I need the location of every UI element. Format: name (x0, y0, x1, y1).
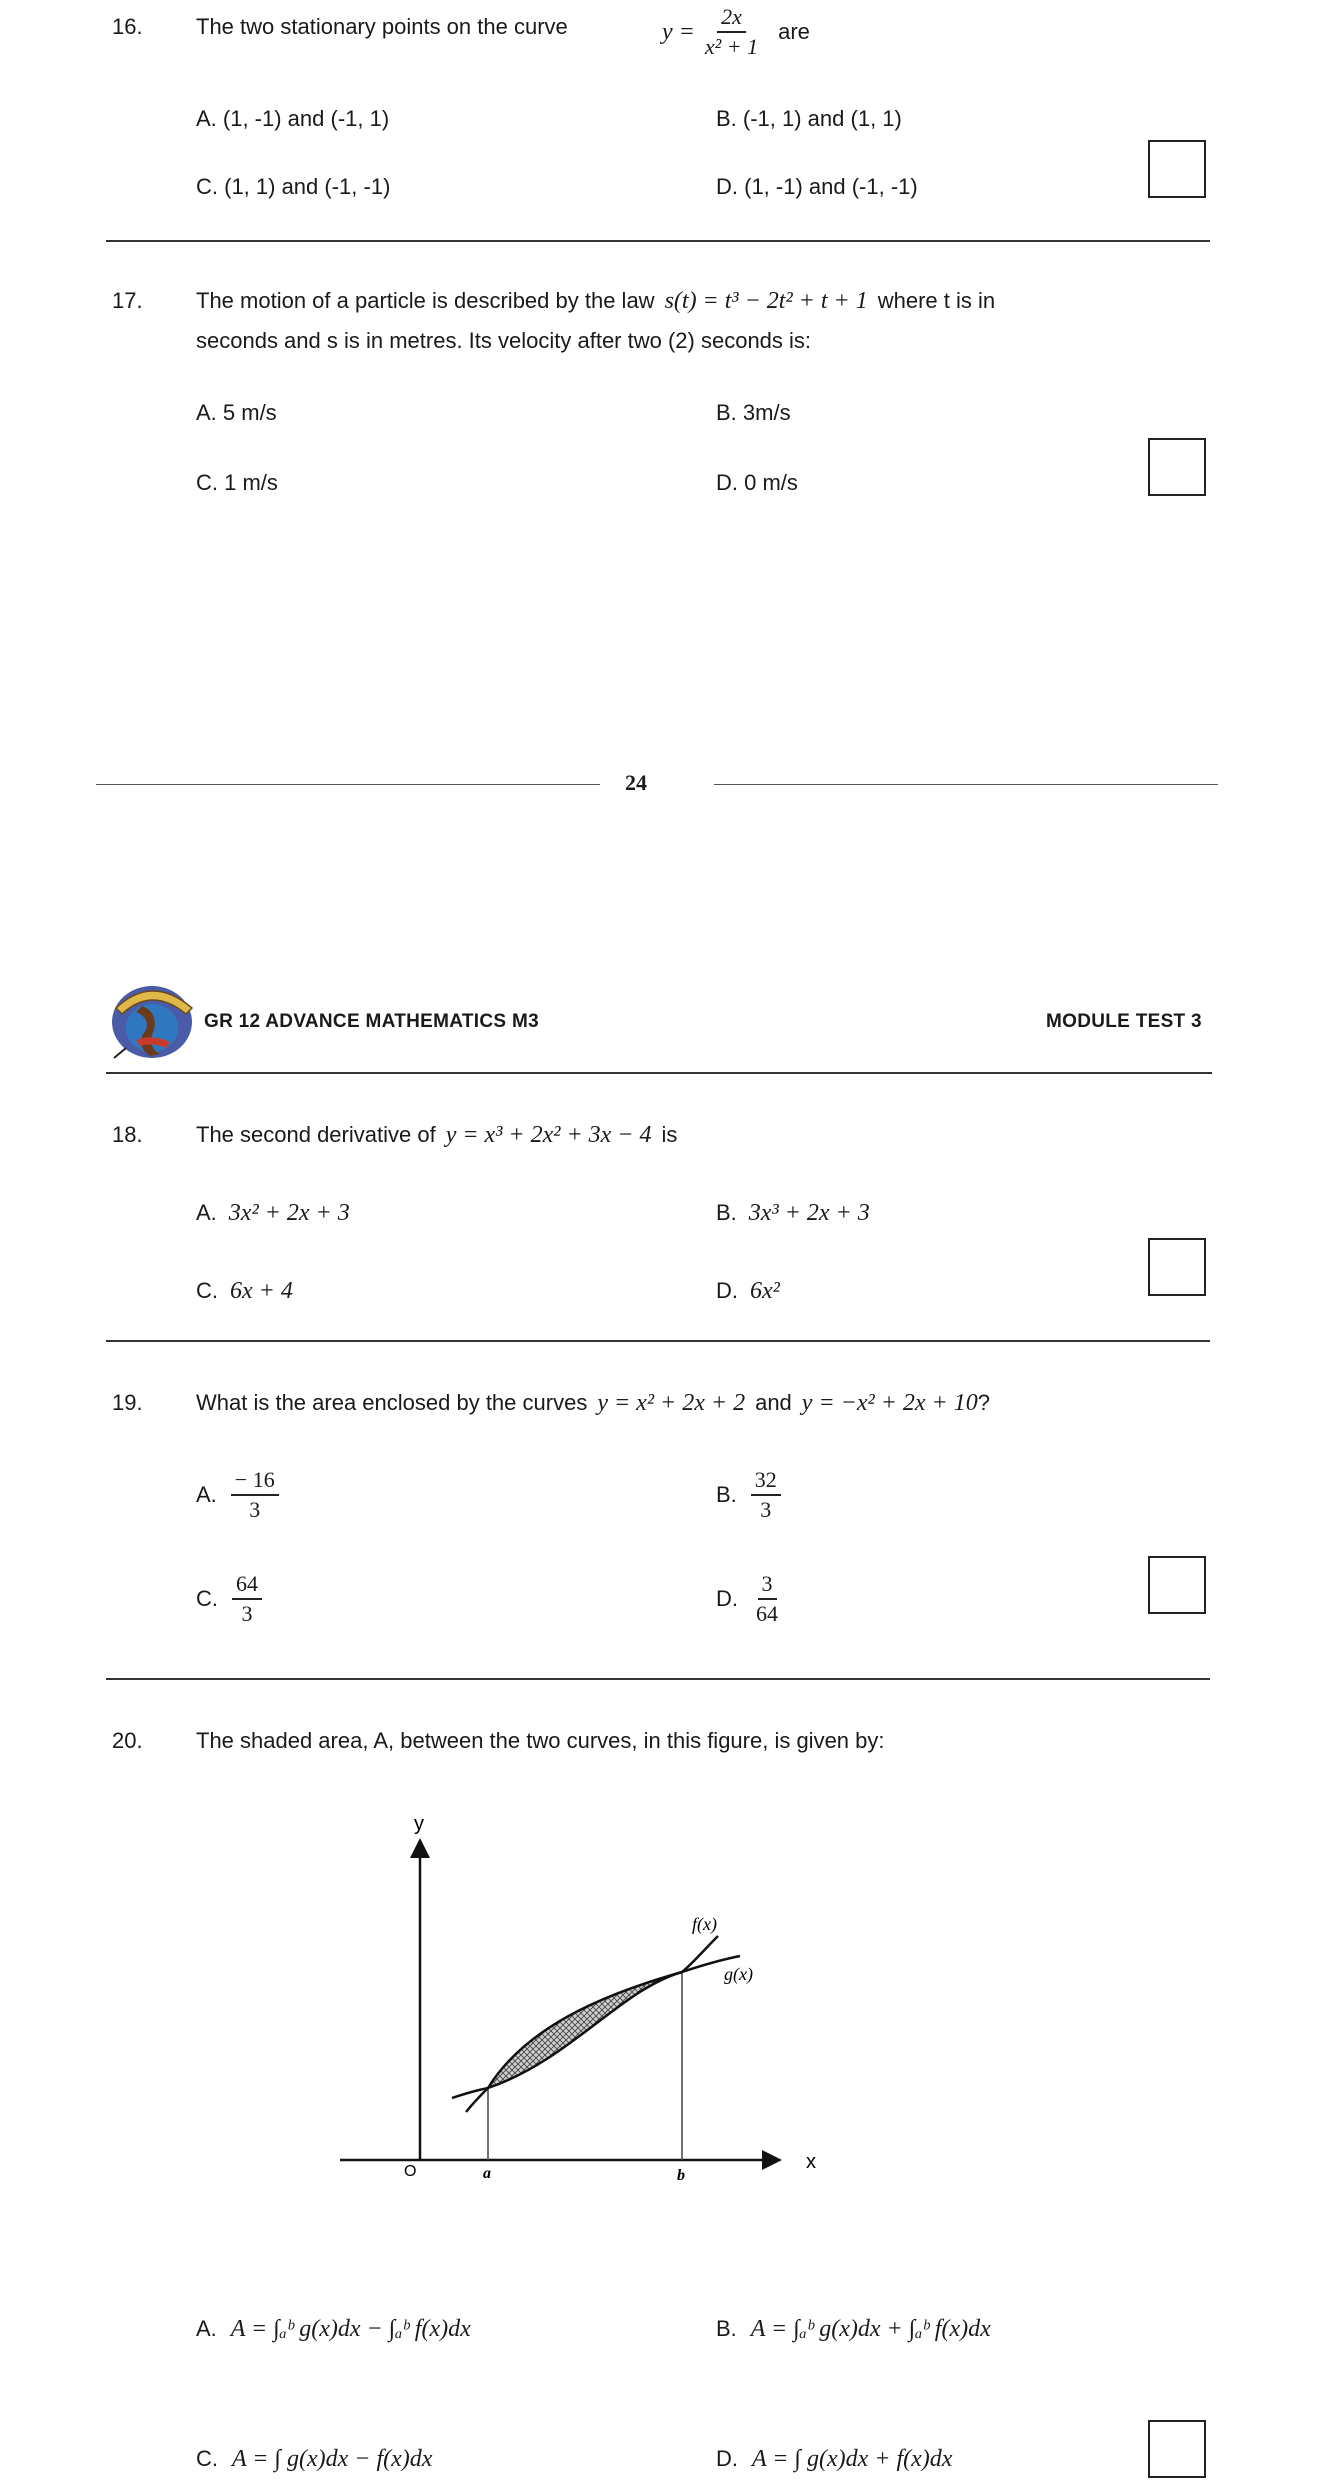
q19-option-d-frac (752, 1570, 782, 1628)
q16-option-b[interactable]: B. (-1, 1) and (1, 1) (716, 106, 902, 131)
q20-answer-box[interactable] (1148, 2420, 1206, 2478)
q19-stem (196, 1388, 990, 1418)
q18-stem-post: is (661, 1122, 678, 1147)
q18-option-d[interactable] (716, 1276, 780, 1306)
q17-line1 (196, 286, 995, 316)
q20-figure (320, 1800, 840, 2220)
q19-option-c[interactable] (196, 1570, 262, 1628)
q19-option-a-frac (231, 1466, 279, 1524)
q16-frac-num: 2x (717, 3, 746, 33)
q18-option-c-expr: 6x + 4 (230, 1278, 293, 1304)
q17-line1-pre: The motion of a particle is described by the law (196, 288, 655, 313)
q20-option-c-expr: A = ∫ g(x)dx − f(x)dx (232, 2446, 433, 2472)
q17-line1-post: where t is in (877, 288, 996, 313)
q19-option-c-frac (232, 1570, 262, 1628)
q19-eq2: y = −x² + 2x + 10 (801, 1390, 978, 1416)
q16-frac-den: x² + 1 (704, 34, 759, 59)
q18-option-d-expr: 6x² (750, 1278, 780, 1304)
footer-rule-left (96, 784, 600, 785)
q16-stem (196, 12, 568, 42)
q18-option-d-letter: D. (716, 1278, 738, 1303)
b-label: b (677, 2167, 685, 2184)
q18-option-b-letter: B. (716, 1200, 737, 1225)
q19-question-mark: ? (977, 1390, 990, 1415)
q17-option-d[interactable]: D. 0 m/s (716, 470, 798, 495)
y-axis-label: y (414, 1813, 424, 1835)
q19-option-d-letter: D. (716, 1586, 738, 1611)
q19-divider (106, 1678, 1210, 1680)
shaded-area (488, 1972, 682, 2088)
header-rule (106, 1072, 1212, 1074)
q16-option-d[interactable]: D. (1, -1) and (-1, -1) (716, 174, 918, 199)
q20-option-a-letter: A. (196, 2316, 217, 2341)
q18-eq: y = x³ + 2x² + 3x − 4 (445, 1122, 652, 1148)
q19-option-a[interactable] (196, 1466, 279, 1524)
q20-option-d-expr: A = ∫ g(x)dx + f(x)dx (752, 2446, 953, 2472)
q19-option-c-letter: C. (196, 1586, 218, 1611)
header-course-title: GR 12 ADVANCE MATHEMATICS M3 (204, 1011, 539, 1032)
crest-icon (106, 978, 202, 1064)
q18-divider (106, 1340, 1210, 1342)
q18-option-c[interactable] (196, 1276, 293, 1306)
g-label: g(x) (724, 1964, 753, 1984)
q18-answer-box[interactable] (1148, 1238, 1206, 1296)
q17-law: s(t) = t³ − 2t² + t + 1 (664, 288, 868, 314)
q17-line2: seconds and s is in metres. Its velocity after two (2) seconds is: (196, 328, 812, 353)
q19-option-c-den: 3 (241, 1601, 253, 1626)
header-module-test: MODULE TEST 3 (1046, 1011, 1202, 1032)
q19-option-b-letter: B. (716, 1482, 737, 1507)
q16-divider (106, 240, 1210, 242)
q20-option-d-letter: D. (716, 2446, 738, 2471)
q16-stem-pre: The two stationary points on the curve (196, 14, 568, 39)
q19-option-b-den: 3 (760, 1497, 772, 1522)
q16-equation (662, 0, 810, 64)
q17-number: 17. (112, 288, 143, 313)
q18-option-b[interactable] (716, 1198, 870, 1228)
f-label: f(x) (692, 1914, 717, 1934)
q19-option-b-num: 32 (751, 1466, 781, 1496)
q17-answer-box[interactable] (1148, 438, 1206, 496)
q18-stem-pre: The second derivative of (196, 1122, 436, 1147)
q20-option-c[interactable] (196, 2444, 432, 2474)
q19-option-d[interactable] (716, 1570, 782, 1628)
page-number: 24 (625, 770, 647, 795)
q19-answer-box[interactable] (1148, 1556, 1206, 1614)
q18-option-a-expr: 3x² + 2x + 3 (228, 1200, 350, 1226)
q20-option-c-letter: C. (196, 2446, 218, 2471)
q16-fraction (701, 3, 762, 61)
q19-option-a-letter: A. (196, 1482, 217, 1507)
a-label: a (483, 2165, 491, 2182)
q18-number: 18. (112, 1122, 143, 1147)
q19-stem-pre: What is the area enclosed by the curves (196, 1390, 588, 1415)
q18-option-b-expr: 3x³ + 2x + 3 (748, 1200, 870, 1226)
x-axis-label: x (806, 2151, 816, 2173)
q18-option-a[interactable] (196, 1198, 350, 1228)
q17-option-b[interactable]: B. 3m/s (716, 400, 791, 425)
origin-label: O (404, 2163, 417, 2180)
q18-option-c-letter: C. (196, 1278, 218, 1303)
q19-number: 19. (112, 1390, 143, 1415)
q18-stem (196, 1120, 677, 1150)
q20-number: 20. (112, 1728, 143, 1753)
q16-number: 16. (112, 14, 143, 39)
q16-answer-box[interactable] (1148, 140, 1206, 198)
q20-option-b[interactable] (716, 2314, 991, 2344)
q19-option-c-num: 64 (232, 1570, 262, 1600)
q20-stem: The shaded area, A, between the two curves, in this figure, is given by: (196, 1728, 885, 1753)
q19-and: and (755, 1390, 792, 1415)
q20-option-a-expr: A = ∫ₐᵇ g(x)dx − ∫ₐᵇ f(x)dx (230, 2316, 471, 2342)
q20-option-a[interactable] (196, 2314, 471, 2344)
area-between-curves-diagram (320, 1800, 840, 2220)
q20-option-b-expr: A = ∫ₐᵇ g(x)dx + ∫ₐᵇ f(x)dx (750, 2316, 991, 2342)
school-crest-logo (106, 978, 202, 1064)
q19-eq1: y = x² + 2x + 2 (597, 1390, 746, 1416)
footer-rule-right (714, 784, 1218, 785)
q20-option-d[interactable] (716, 2444, 952, 2474)
q16-eq-lhs: y = (662, 18, 695, 45)
q17-option-c[interactable]: C. 1 m/s (196, 470, 278, 495)
q19-option-a-den: 3 (249, 1497, 261, 1522)
q18-option-a-letter: A. (196, 1200, 217, 1225)
q17-option-a[interactable]: A. 5 m/s (196, 400, 277, 425)
q16-option-a[interactable]: A. (1, -1) and (-1, 1) (196, 106, 390, 131)
q16-option-c[interactable]: C. (1, 1) and (-1, -1) (196, 174, 391, 199)
q19-option-d-den: 64 (756, 1601, 778, 1626)
q19-option-b[interactable] (716, 1466, 781, 1524)
q16-stem-post: are (778, 19, 810, 44)
q19-option-d-num: 3 (758, 1570, 777, 1600)
q19-option-a-num: − 16 (231, 1466, 279, 1496)
q19-option-b-frac (751, 1466, 781, 1524)
q20-option-b-letter: B. (716, 2316, 737, 2341)
